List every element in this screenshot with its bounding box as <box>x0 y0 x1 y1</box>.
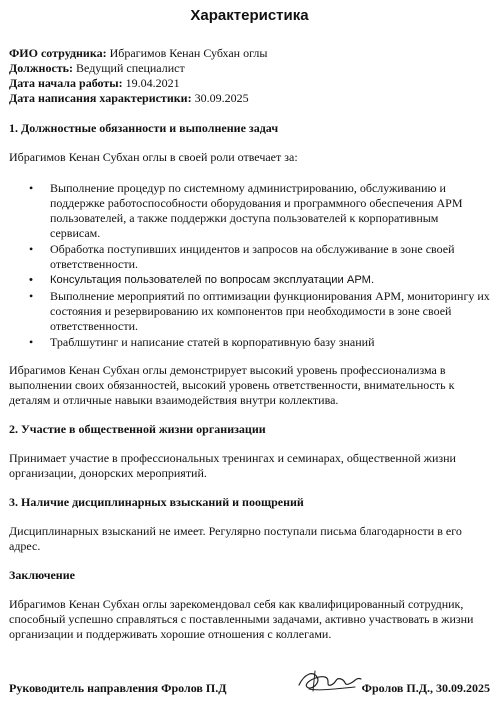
position-row <box>9 61 490 76</box>
section-heading-conclusion: Заключение <box>9 568 75 582</box>
field-label: Дата начала работы: <box>9 76 123 90</box>
field-label: ФИО сотрудника: <box>9 46 107 60</box>
employee-info <box>9 46 490 106</box>
bullet-icon: • <box>29 242 34 256</box>
field-label: Дата написания характеристики: <box>9 91 192 105</box>
list-item <box>29 181 490 241</box>
duties-list <box>9 181 490 350</box>
written-date-row <box>9 91 490 106</box>
list-item <box>29 273 490 288</box>
field-value: 30.09.2025 <box>191 91 249 105</box>
bullet-icon: • <box>29 335 34 349</box>
section-heading-duties: 1. Должностные обязанности и выполнение задач <box>9 121 279 135</box>
list-item-text: Обработка поступивших инцидентов и запросов на обслуживание в зоне своей ответственности. <box>50 242 455 271</box>
section-heading-social: 2. Участие в общественной жизни организации <box>9 422 266 436</box>
field-label: Должность: <box>9 61 74 75</box>
social-text: Принимает участие в профессиональных тренингах и семинарах, общественной жизни организации, донорских мероприятий. <box>9 451 456 480</box>
list-item <box>29 242 490 272</box>
employee-name-row <box>9 46 490 61</box>
list-item-text: Выполнение мероприятий по оптимизации функционирования АРМ, мониторингу их состояния и резервированию их компонентов при необходимости в зоне своей ответственности. <box>50 289 490 333</box>
signature-line <box>9 681 490 699</box>
list-item <box>29 289 490 334</box>
field-value: Ведущий специалист <box>73 61 185 75</box>
signer-title: Руководитель направления Фролов П.Д <box>9 681 227 695</box>
bullet-icon: • <box>29 289 34 303</box>
conclusion-text: Ибрагимов Кенан Субхан оглы зарекомендовал себя как квалифицированный сотрудник, способный успешно справляться с поставленными задачами, активно участвовать в жизни организации и поддерживать хорошие отношения с коллегами. <box>9 597 474 641</box>
bullet-icon: • <box>29 274 33 286</box>
list-item-text: Консультация пользователей по вопросам эксплуатации АРМ. <box>50 274 375 286</box>
signer-name-date: Фролов П.Д., 30.09.2025 <box>361 681 490 695</box>
field-value: 19.04.2021 <box>122 76 180 90</box>
start-date-row <box>9 76 490 91</box>
list-item-text: Выполнение процедур по системному администрированию, обслуживанию и поддержке работоспособности оборудования и программного обеспечения АРМ пользователей, а также поддержки доступа пользователей к корпоративным сервисам. <box>50 181 463 240</box>
section-heading-discipline: 3. Наличие дисциплинарных взысканий и поощрений <box>9 495 304 509</box>
list-item-text: Траблшутинг и написание статей в корпоративную базу знаний <box>50 335 375 349</box>
handwritten-signature <box>295 665 365 697</box>
bullet-icon: • <box>29 181 34 195</box>
duties-intro: Ибрагимов Кенан Субхан оглы в своей роли отвечает за: <box>9 150 298 164</box>
field-value: Ибрагимов Кенан Субхан оглы <box>106 46 268 60</box>
discipline-text: Дисциплинарных взысканий не имеет. Регулярно поступали письма благодарности в его адрес. <box>9 524 462 553</box>
duties-summary: Ибрагимов Кенан Субхан оглы демонстрирует высокий уровень профессионализма в выполнении своих обязанностей, высокий уровень ответственности, внимательность к деталям и отличные навыки взаимодействия внутри коллектива. <box>9 363 455 407</box>
list-item <box>29 335 490 350</box>
document-title: Характеристика <box>190 7 309 24</box>
